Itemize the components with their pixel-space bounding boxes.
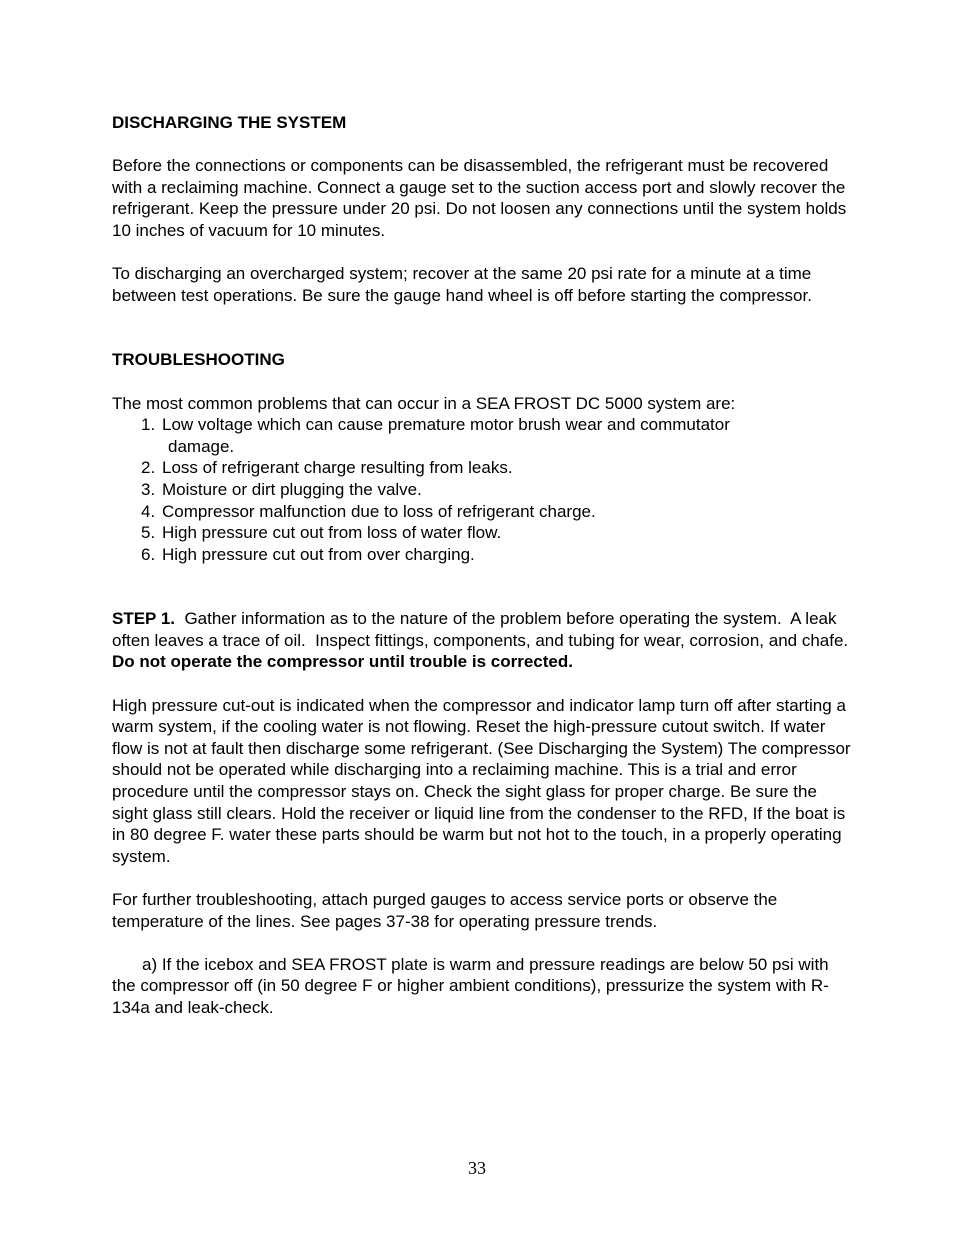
list-item — [141, 479, 852, 501]
list-text: High pressure cut out from loss of water flow. — [162, 523, 502, 543]
list-item — [141, 544, 852, 566]
paragraph-step1 — [112, 608, 858, 673]
list-text: Low voltage which can cause premature motor brush wear and commutator — [162, 415, 730, 435]
list-text: Loss of refrigerant charge resulting from leaks. — [162, 458, 513, 478]
paragraph-discharging-1: Before the connections or components can be disassembled, the refrigerant must be recovered with a reclaiming machine. Connect a gauge set to the suction access port and slowly recover the refrigerant. Keep the pressure under 20 psi. Do not loosen any connections until the system holds 10 inches of vacuum for 10 minutes. — [112, 156, 847, 240]
paragraph-troubleshooting-intro: The most common problems that can occur in a SEA FROST DC 5000 system are: — [112, 393, 736, 413]
document-page — [112, 112, 858, 1019]
paragraph-high-pressure: High pressure cut-out is indicated when the compressor and indicator lamp turn off after starting a warm system, if the cooling water is not flowing. Reset the high-pressure cutout switch. If water flow is not at fault then discharge some refrigerant. (See Discharging the System) The compressor should not be operated while discharging into a reclaiming machine. This is a trial and error procedure until the compressor stays on. Check the sight glass for proper charge. Be sure the sight glass still clears. Hold the receiver or liquid line from the condenser to the RFD, If the boat is in 80 degree F. water these parts should be warm but not hot to the touch, in a properly operating system. — [112, 695, 851, 866]
list-number: 1. — [141, 415, 156, 435]
list-number: 3. — [141, 479, 156, 499]
list-text-continuation: damage. — [168, 436, 235, 456]
list-number: 2. — [141, 458, 156, 478]
list-number: 6. — [141, 544, 156, 564]
list-item — [141, 501, 852, 523]
list-text: High pressure cut out from over charging. — [162, 544, 475, 564]
paragraph-discharging-2: To discharging an overcharged system; recover at the same 20 psi rate for a minute at a time between test operations. Be sure the gauge hand wheel is off before starting the compressor. — [112, 264, 812, 305]
list-number: 4. — [141, 501, 156, 521]
page-number: 33 — [468, 1158, 486, 1178]
list-text: Moisture or dirt plugging the valve. — [162, 479, 422, 499]
problems-list — [112, 414, 852, 565]
step1-label: STEP 1. — [112, 609, 175, 629]
list-text: Compressor malfunction due to loss of refrigerant charge. — [162, 501, 596, 521]
list-item — [141, 457, 852, 479]
heading-troubleshooting: TROUBLESHOOTING — [112, 350, 285, 370]
list-number: 5. — [141, 523, 156, 543]
paragraph-item-a: a) If the icebox and SEA FROST plate is warm and pressure readings are below 50 psi with the compressor off (in 50 degree F or higher ambient conditions), pressurize the system with R-134a and leak-check. — [112, 954, 829, 1017]
list-item — [141, 414, 852, 457]
list-item — [141, 522, 852, 544]
heading-discharging: DISCHARGING THE SYSTEM — [112, 113, 347, 132]
paragraph-further-troubleshooting: For further troubleshooting, attach purged gauges to access service ports or observe the temperature of the lines. See pages 37-38 for operating pressure trends. — [112, 890, 778, 931]
step1-warning: Do not operate the compressor until trouble is corrected. — [112, 652, 573, 672]
step1-text: Gather information as to the nature of the problem before operating the system. A leak often leaves a trace of oil. Inspect fittings, components, and tubing for wear, corrosion, and chafe. — [112, 609, 858, 650]
